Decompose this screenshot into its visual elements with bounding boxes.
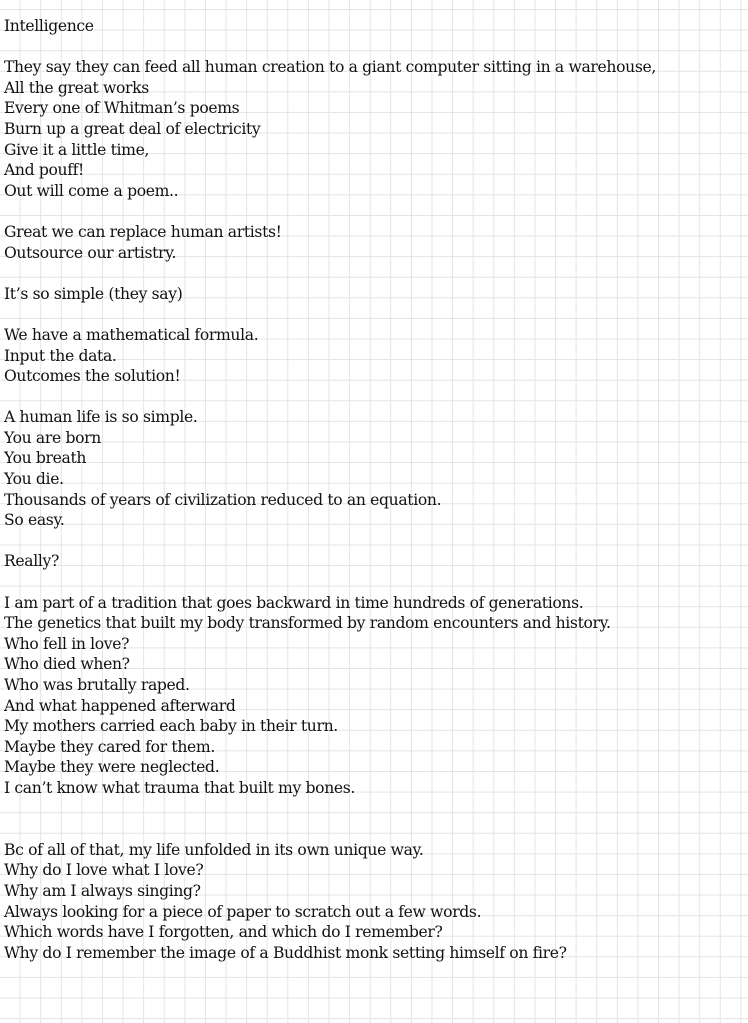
poem-line: Bc of all of that, my life unfolded in its own unique way.	[4, 840, 424, 859]
poem-line: Outsource our artistry.	[4, 243, 177, 262]
poem-line: Really?	[4, 552, 59, 571]
poem-line: Maybe they were neglected.	[4, 758, 220, 777]
stanza-8	[4, 840, 748, 964]
poem-title: Intelligence	[4, 17, 94, 35]
stanza-gap	[4, 201, 748, 222]
poem-line: They say they can feed all human creation to a giant computer sitting in a warehouse,	[4, 58, 656, 77]
poem-line: It’s so simple (they say)	[4, 284, 183, 303]
stanza-gap	[4, 37, 748, 58]
stanza-4	[4, 325, 748, 387]
stanza-5	[4, 407, 748, 531]
poem-line: Who died when?	[4, 655, 130, 674]
poem-line: I am part of a tradition that goes backward in time hundreds of generations.	[4, 593, 584, 612]
poem-line: Why do I love what I love?	[4, 861, 204, 880]
poem-line: So easy.	[4, 511, 65, 530]
stanza-6	[4, 551, 748, 572]
poem-document	[4, 16, 748, 963]
stanza-gap	[4, 572, 748, 593]
poem-line: Thousands of years of civilization reduced to an equation.	[4, 490, 442, 509]
poem-line: Maybe they cared for them.	[4, 737, 215, 756]
poem-line: Who was brutally raped.	[4, 676, 190, 694]
poem-line: Who fell in love?	[4, 634, 130, 653]
poem-line: And pouff!	[4, 161, 84, 180]
poem-line: Out will come a poem..	[4, 181, 179, 200]
poem-line: Outcomes the solution!	[4, 367, 181, 386]
poem-line: I can’t know what trauma that built my bones.	[4, 778, 356, 797]
stanza-gap	[4, 799, 748, 820]
poem-line: My mothers carried each baby in their turn.	[4, 717, 338, 736]
poem-line: Why do I remember the image of a Buddhist monk setting himself on fire?	[4, 943, 567, 962]
poem-line: And what happened afterward	[4, 696, 236, 715]
stanza-gap	[4, 531, 748, 552]
stanza-7	[4, 593, 748, 799]
poem-line: Input the data.	[4, 346, 117, 365]
stanza-gap	[4, 304, 748, 325]
poem-line: Which words have I forgotten, and which do I remember?	[4, 923, 443, 942]
stanza-gap	[4, 387, 748, 408]
poem-line: The genetics that built my body transformed by random encounters and history.	[4, 614, 611, 633]
poem-line: Always looking for a piece of paper to scratch out a few words.	[4, 902, 482, 921]
poem-line: All the great works	[4, 78, 149, 97]
poem-line: You die.	[4, 470, 64, 489]
stanza-gap	[4, 263, 748, 284]
poem-line: A human life is so simple.	[4, 408, 198, 427]
stanza-1	[4, 57, 748, 201]
poem-line: You breath	[4, 449, 87, 468]
stanza-2	[4, 222, 748, 263]
poem-line: You are born	[4, 428, 101, 447]
poem-line: Burn up a great deal of electricity	[4, 119, 261, 138]
poem-line: Every one of Whitman’s poems	[4, 99, 240, 118]
stanza-gap	[4, 819, 748, 840]
poem-line: Give it a little time,	[4, 140, 150, 159]
poem-line: Why am I always singing?	[4, 881, 201, 900]
poem-line: Great we can replace human artists!	[4, 222, 282, 241]
poem-line: We have a mathematical formula.	[4, 325, 259, 344]
stanza-3	[4, 284, 748, 305]
